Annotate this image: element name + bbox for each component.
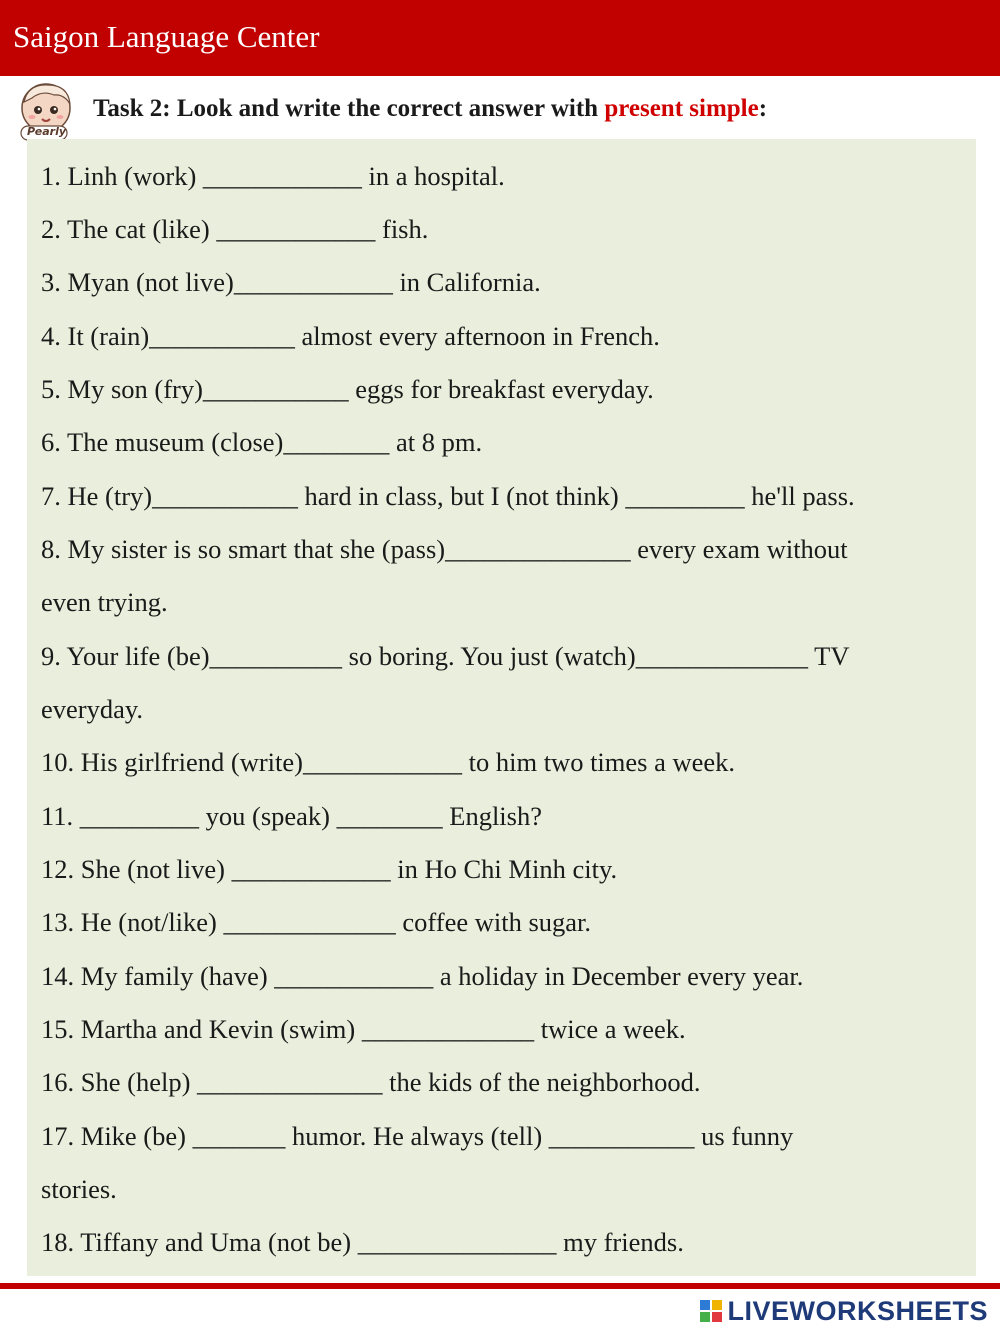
question-line: 4. It (rain)___________ almost every afternoon in French. bbox=[41, 321, 660, 351]
task-instruction bbox=[93, 92, 767, 126]
question-line: 3. Myan (not live)____________ in California. bbox=[41, 267, 541, 297]
question-line: 14. My family (have) ____________ a holiday in December every year. bbox=[41, 961, 804, 991]
footer-divider bbox=[0, 1283, 1000, 1289]
question-line: 13. He (not/like) _____________ coffee with sugar. bbox=[41, 907, 592, 937]
exercise-panel bbox=[27, 139, 976, 1276]
brand-text: LIVEWORKSHEETS bbox=[727, 1295, 988, 1326]
question-line: even trying. bbox=[41, 587, 168, 617]
question-line: 17. Mike (be) _______ humor. He always (tell) ___________ us funny bbox=[41, 1121, 794, 1151]
task-highlight: present simple bbox=[604, 95, 759, 122]
question-line: 8. My sister is so smart that she (pass)______________ every exam without bbox=[41, 534, 848, 564]
logo-text: Pearly bbox=[27, 125, 67, 138]
header-bar bbox=[0, 0, 1000, 76]
question-line: 6. The museum (close)________ at 8 pm. bbox=[41, 427, 483, 457]
question-line: 7. He (try)___________ hard in class, but I (not think) _________ he'll pass. bbox=[41, 481, 855, 511]
question-line: 9. Your life (be)__________ so boring. You just (watch)_____________ TV bbox=[41, 641, 850, 671]
question-line: stories. bbox=[41, 1174, 117, 1204]
liveworksheets-brand[interactable] bbox=[699, 1295, 988, 1327]
question-line: 18. Tiffany and Uma (not be) _______________ my friends. bbox=[41, 1227, 684, 1257]
question-line: 12. She (not live) ____________ in Ho Chi Minh city. bbox=[41, 854, 618, 884]
liveworksheets-logo-icon bbox=[699, 1299, 723, 1323]
question-line: 10. His girlfriend (write)____________ to him two times a week. bbox=[41, 747, 736, 777]
question-line: 11. _________ you (speak) ________ English? bbox=[41, 801, 542, 831]
question-line: 5. My son (fry)___________ eggs for breakfast everyday. bbox=[41, 374, 654, 404]
question-line: 15. Martha and Kevin (swim) _____________ twice a week. bbox=[41, 1014, 686, 1044]
task-suffix: : bbox=[758, 95, 768, 122]
center-title: Saigon Language Center bbox=[13, 19, 320, 54]
question-line: everyday. bbox=[41, 694, 144, 724]
question-line: 1. Linh (work) ____________ in a hospital. bbox=[41, 161, 505, 191]
task-prefix: Task 2: Look and write the correct answer with bbox=[93, 95, 605, 122]
question-line: 2. The cat (like) ____________ fish. bbox=[41, 214, 429, 244]
question-line: 16. She (help) ______________ the kids of the neighborhood. bbox=[41, 1067, 701, 1097]
pearly-mascot-icon bbox=[14, 80, 84, 142]
